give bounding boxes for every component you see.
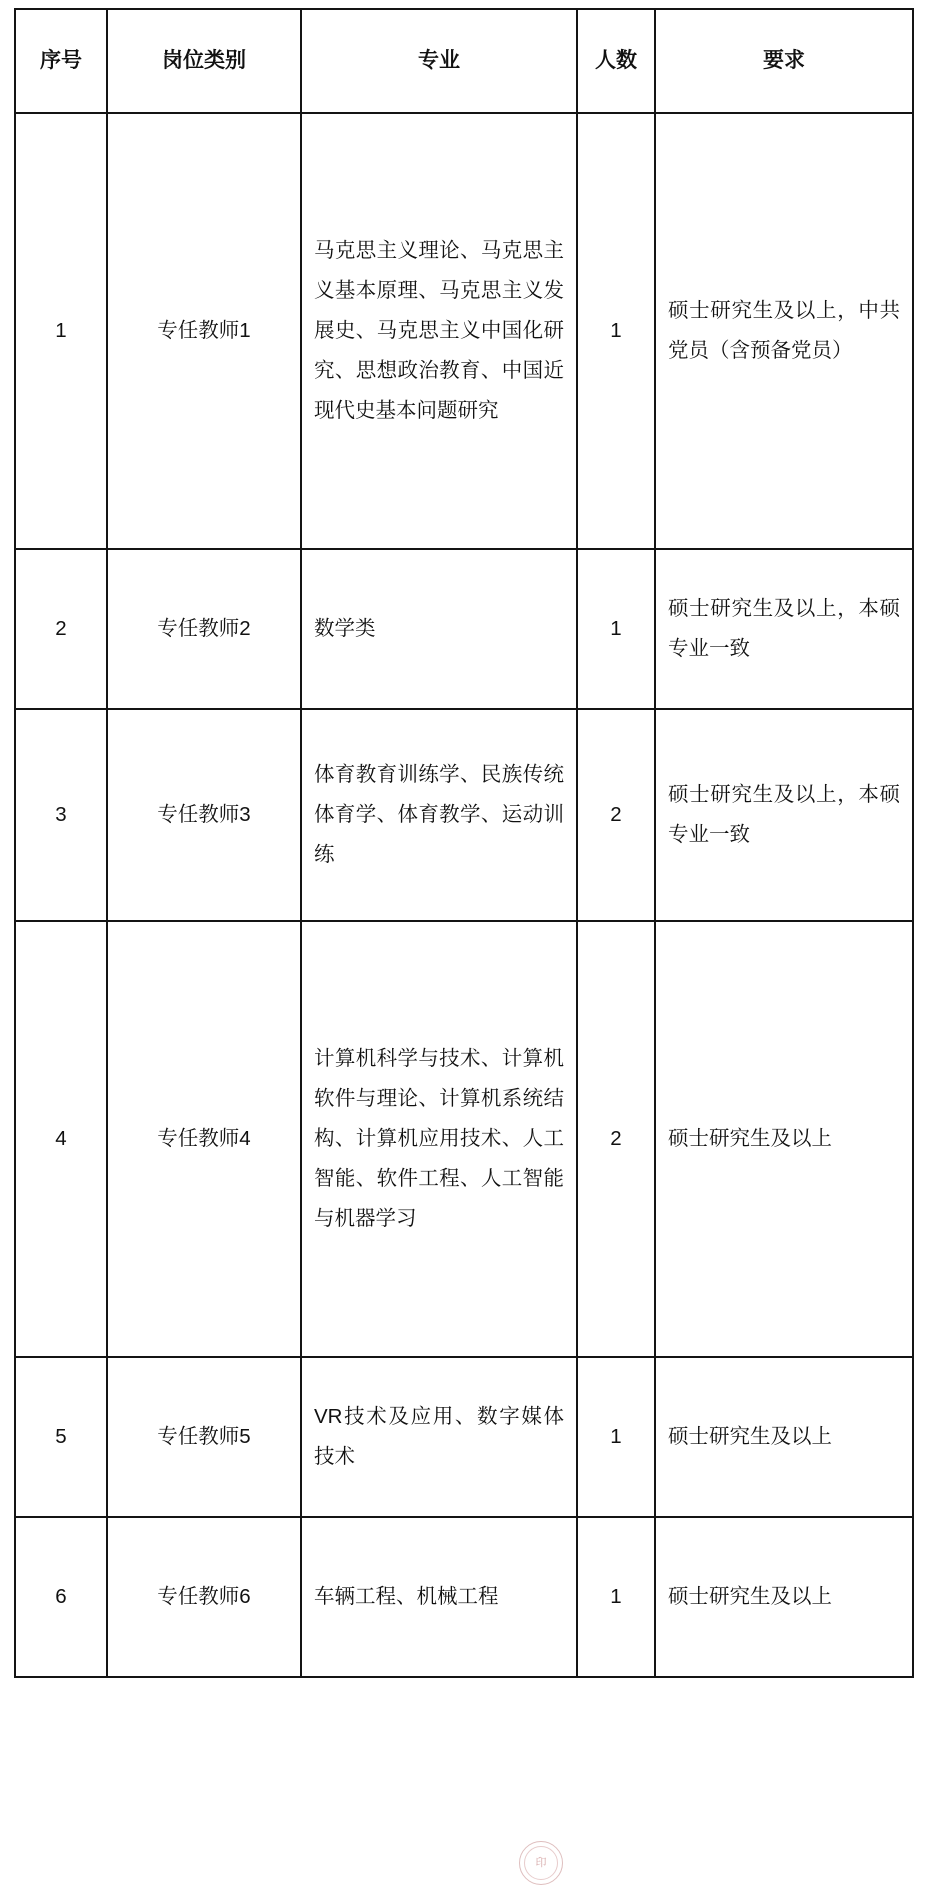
cell-no: 6: [15, 1517, 107, 1677]
column-header-major: 专业: [301, 9, 577, 113]
cell-major: 数学类: [301, 549, 577, 709]
cell-count: 1: [577, 1517, 655, 1677]
table-row: [15, 549, 913, 709]
cell-requirement: 硕士研究生及以上: [655, 1357, 913, 1517]
table-row: [15, 1517, 913, 1677]
column-header-requirement: 要求: [655, 9, 913, 113]
cell-requirement: 硕士研究生及以上: [655, 921, 913, 1357]
cell-count: 1: [577, 549, 655, 709]
cell-count: 2: [577, 921, 655, 1357]
table-header-row: [15, 9, 913, 113]
column-header-no: 序号: [15, 9, 107, 113]
cell-no: 2: [15, 549, 107, 709]
cell-major: 马克思主义理论、马克思主义基本原理、马克思主义发展史、马克思主义中国化研究、思想政治教育、中国近现代史基本问题研究: [301, 113, 577, 549]
table-row: [15, 709, 913, 921]
table-header: [15, 9, 913, 113]
cell-requirement: 硕士研究生及以上，本硕专业一致: [655, 709, 913, 921]
column-header-category: 岗位类别: [107, 9, 301, 113]
cell-requirement: 硕士研究生及以上，本硕专业一致: [655, 549, 913, 709]
cell-no: 1: [15, 113, 107, 549]
cell-category: 专任教师5: [107, 1357, 301, 1517]
cell-requirement: 硕士研究生及以上，中共党员（含预备党员）: [655, 113, 913, 549]
cell-no: 4: [15, 921, 107, 1357]
cell-category: 专任教师2: [107, 549, 301, 709]
cell-count: 1: [577, 1357, 655, 1517]
table-body: [15, 113, 913, 1677]
cell-category: 专任教师3: [107, 709, 301, 921]
cell-category: 专任教师6: [107, 1517, 301, 1677]
document-page: [0, 8, 926, 1900]
cell-count: 2: [577, 709, 655, 921]
table-row: [15, 1357, 913, 1517]
cell-major: VR技术及应用、数字媒体技术: [301, 1357, 577, 1517]
cell-category: 专任教师4: [107, 921, 301, 1357]
table-row: [15, 921, 913, 1357]
table-row: [15, 113, 913, 549]
cell-no: 5: [15, 1357, 107, 1517]
cell-requirement: 硕士研究生及以上: [655, 1517, 913, 1677]
cell-no: 3: [15, 709, 107, 921]
cell-major: 计算机科学与技术、计算机软件与理论、计算机系统结构、计算机应用技术、人工智能、软件工程、人工智能与机器学习: [301, 921, 577, 1357]
cell-count: 1: [577, 113, 655, 549]
cell-major: 车辆工程、机械工程: [301, 1517, 577, 1677]
recruitment-positions-table: [14, 8, 914, 1678]
seal-watermark-icon: 印: [519, 1841, 563, 1885]
cell-major: 体育教育训练学、民族传统体育学、体育教学、运动训练: [301, 709, 577, 921]
cell-category: 专任教师1: [107, 113, 301, 549]
column-header-count: 人数: [577, 9, 655, 113]
